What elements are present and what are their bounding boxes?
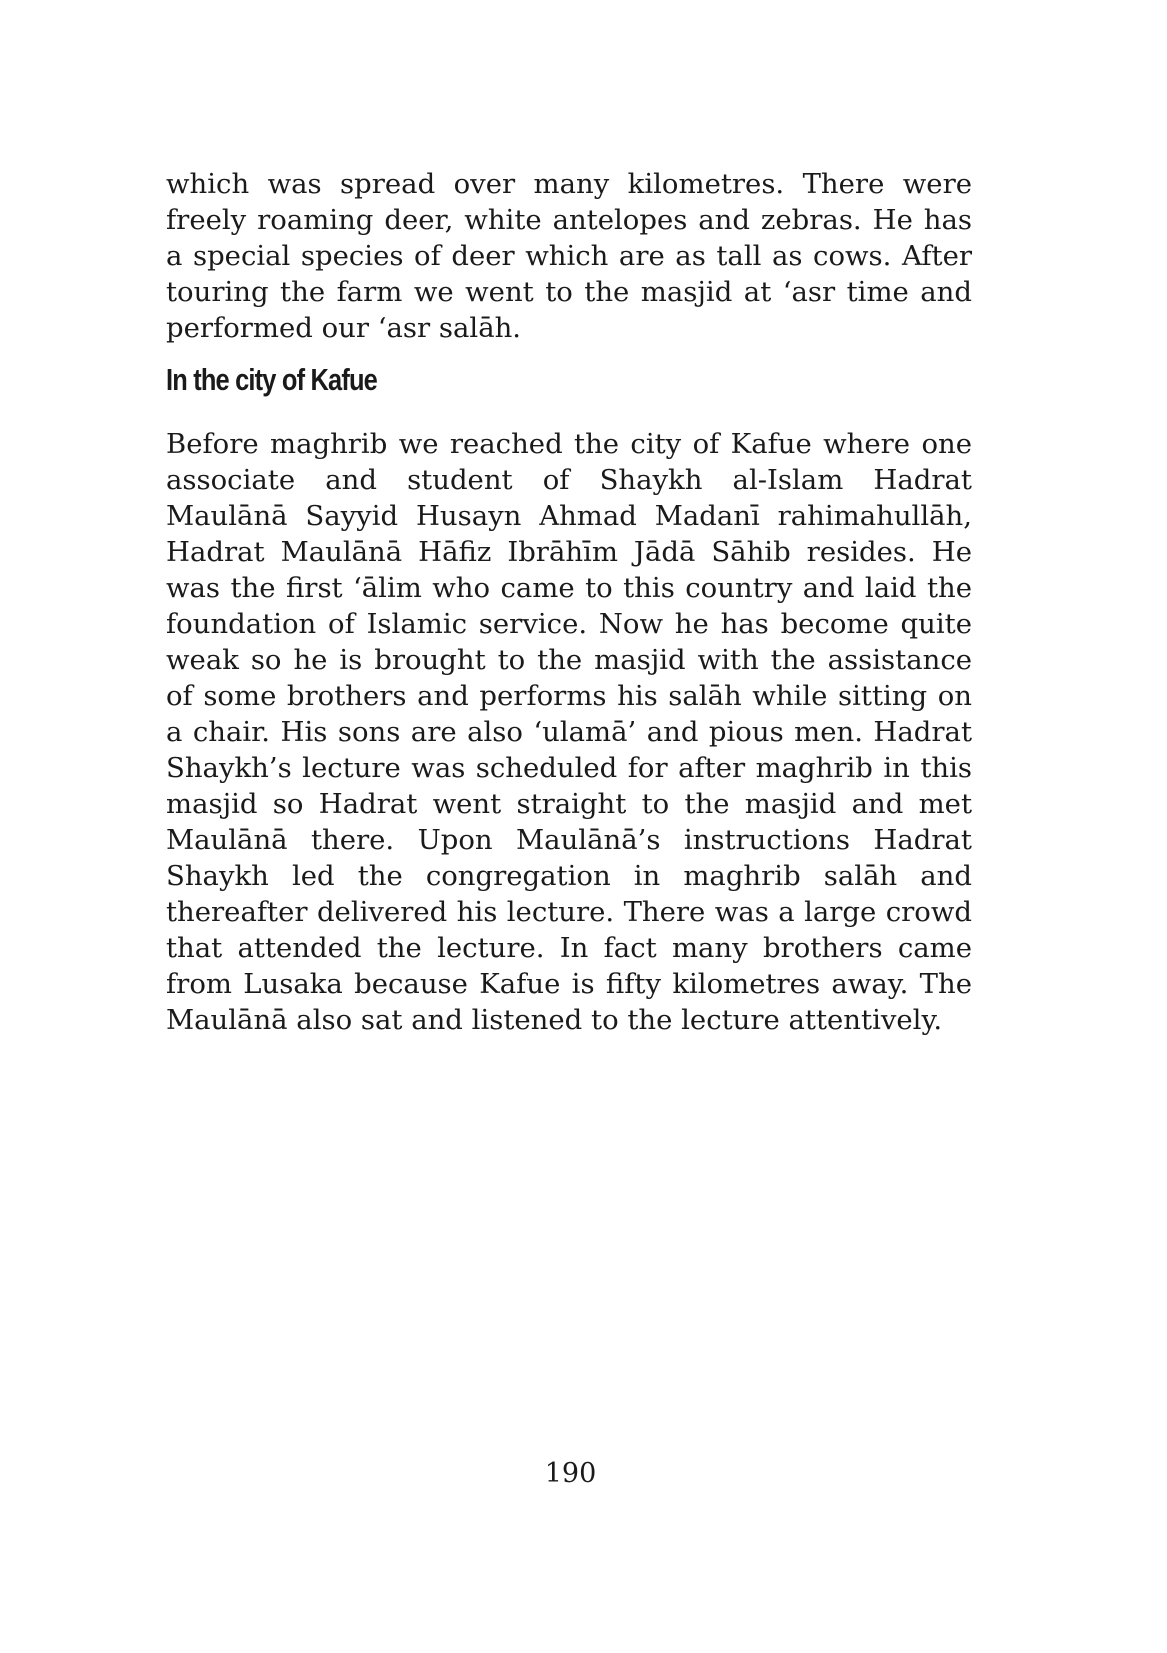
body-paragraph-1: which was spread over many kilometres. There were freely roaming deer, white antelopes and zebras. He has a special species of deer which are as tall as cows. After touring the farm we went to the masjid at ‘asr time and performed our ‘asr salāh. (166, 168, 972, 344)
body-paragraph-2: Before maghrib we reached the city of Kafue where one associate and student of Shaykh al-Islam Hadrat Maulānā Sayyid Husayn Ahmad Madanī rahimahullāh, Hadrat Maulānā Hāfiz Ibrāhīm Jādā Sāhib resides. He was the first ‘ālim who came to this country and laid the foundation of Islamic service. Now he has become quite weak so he is brought to the masjid with the assistance of some brothers and performs his salāh while sitting on a chair. His sons are also ‘ulamā’ and pious men. Hadrat Shaykh’s lecture was scheduled for after maghrib in this masjid so Hadrat went straight to the masjid and met Maulānā there. Upon Maulānā’s instructions Hadrat Shaykh led the congregation in maghrib salāh and thereafter delivered his lecture. There was a large crowd that attended the lecture. In fact many brothers came from Lusaka because Kafue is fifty kilometres away. The Maulānā also sat and listened to the lecture attentively. (166, 428, 972, 1036)
page-number: 190 (544, 1458, 597, 1489)
section-heading: In the city of Kafue (166, 362, 377, 397)
